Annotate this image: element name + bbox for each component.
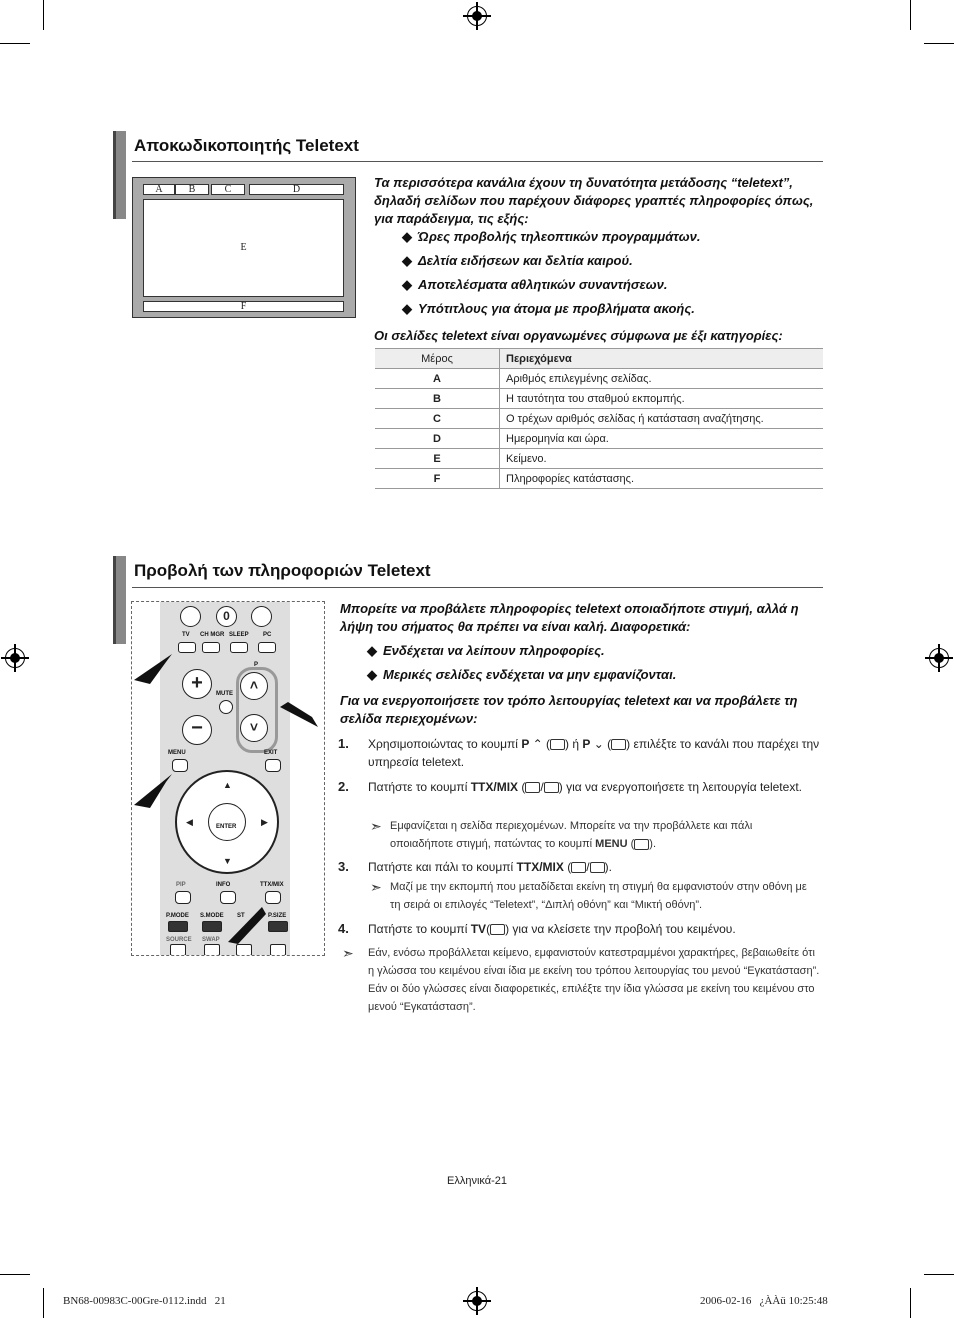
step-2: 2. Πατήστε το κουμπί TTX/MIX ( / ) για να ενεργοποιήσετε τη λειτουργία teletext. <box>338 779 802 794</box>
step-3: 3. Πατήστε και πάλι το κουμπί TTX/MIX ( / ). <box>338 859 612 874</box>
crop-mark <box>43 0 44 30</box>
teletext-parts-table <box>375 348 823 489</box>
activate-instructions: Για να ενεργοποιήσετε τον τρόπο λειτουργίας teletext και να προβάλετε τη σελίδα περιεχομένων: <box>340 693 798 726</box>
table-row: D Ημερομηνία και ώρα. <box>375 429 823 449</box>
remote-label-pmode: P.MODE <box>166 913 189 919</box>
remote-label-st: ST <box>237 913 245 919</box>
step-3-note: ➣ Μαζί με την εκπομπή που μεταδίδεται εκείνη τη στιγμή θα εμφανιστούν στην οθόνη με τη σειρά οι επιλογές “Teletext”, “Διπλή οθόνη” και “Μικτή οθόνη”. <box>370 879 807 911</box>
diamond-bullet-icon: ◆ <box>402 229 412 244</box>
remote-button-0: 0 <box>216 606 237 627</box>
table-header-cell: Περιεχόμενα <box>500 349 824 369</box>
crop-mark <box>924 1274 954 1275</box>
volume-down-icon: − <box>182 715 212 745</box>
step-1: 1. Χρησιμοποιώντας το κουμπί P ⌃ ( ) ή P ⌄ ( ) επιλέξτε το κανάλι που παρέχει την υπηρεσία teletext. <box>338 736 820 769</box>
section-rule <box>132 161 823 162</box>
registration-mark-icon <box>467 6 487 26</box>
note-arrow-icon: ➣ <box>342 945 354 961</box>
section-title: Προβολή των πληροφοριών Teletext <box>134 561 431 580</box>
crop-mark <box>43 1288 44 1318</box>
volume-up-icon: + <box>182 669 212 699</box>
remote-control-illustration <box>131 601 325 956</box>
table-header-cell: Μέρος <box>375 349 500 369</box>
section-rule <box>132 587 823 588</box>
diamond-bullet-icon: ◆ <box>402 277 412 292</box>
registration-mark-icon <box>929 648 949 668</box>
crop-mark <box>0 1274 30 1275</box>
footer-file: BN68-00983C-00Gre-0112.indd 21 <box>63 1295 226 1307</box>
remote-label-menu: MENU <box>168 750 186 756</box>
diamond-bullet-icon: ◆ <box>402 301 412 316</box>
remote-label-sleep: SLEEP <box>229 632 249 638</box>
list-item: ◆ Ώρες προβολής τηλεοπτικών προγραμμάτων. <box>402 229 701 244</box>
crop-mark <box>910 0 911 30</box>
remote-label-pip: PIP <box>176 882 186 888</box>
table-row: E Κείμενο. <box>375 449 823 469</box>
channel-up-icon: ⌃ ( ) <box>529 737 570 751</box>
remote-label-p: P <box>254 662 259 668</box>
pointer-arrow-icon <box>280 702 318 727</box>
remote-label-swap: SWAP <box>202 937 220 943</box>
section1-intro: Τα περισσότερα κανάλια έχουν τη δυνατότητα μετάδοσης “teletext”, δηλαδή σελίδων που παρέχουν διάφορες γραπτές πληροφορίες όπως, για παράδειγμα, τις εξής: <box>374 175 814 226</box>
section2-intro: Μπορείτε να προβάλετε πληροφορίες teletext οποιαδήποτε στιγμή, αλλά η λήψη του σήματος θα πρέπει να είναι καλή. Διαφορετικά: <box>340 601 799 634</box>
remote-label-enter: ENTER <box>216 824 237 830</box>
footer-date: 2006-02-16 ¿ÀÀü 10:25:48 <box>700 1295 828 1307</box>
step-number: 3. <box>338 859 349 874</box>
arrow-right-icon: ▶ <box>261 817 268 827</box>
pointer-arrow-icon <box>228 907 266 944</box>
remote-label-mute: MUTE <box>216 691 233 697</box>
channel-down-icon: ˅ <box>240 714 268 742</box>
diagram-label-e: E <box>143 199 344 297</box>
table-intro: Οι σελίδες teletext είναι οργανωμένες σύμφωνα με έξι κατηγορίες: <box>374 328 783 343</box>
diagram-label-d: D <box>249 184 344 195</box>
remote-label-exit: EXIT <box>264 750 278 756</box>
crop-mark <box>924 43 954 44</box>
list-item: ◆ Υπότιτλους για άτομα με προβλήματα ακοής. <box>402 301 695 316</box>
pointer-arrows <box>132 602 324 955</box>
remote-label-psize: P.SIZE <box>268 913 287 919</box>
ttx-mix-icon: ( / ). <box>563 860 612 874</box>
menu-icon: ( ). <box>627 838 657 850</box>
list-item: ◆ Δελτία ειδήσεων και δελτία καιρού. <box>402 253 633 268</box>
list-item: ◆ Ενδέχεται να λείπουν πληροφορίες. <box>367 643 605 658</box>
channel-up-icon: ˄ <box>240 672 268 700</box>
registration-mark-icon <box>467 1291 487 1311</box>
remote-label-source: SOURCE <box>166 937 192 943</box>
diamond-bullet-icon: ◆ <box>367 667 377 682</box>
diagram-label-b: B <box>175 184 209 195</box>
diagram-label-f: F <box>143 301 344 312</box>
table-header-row <box>375 349 823 369</box>
table-row: B Η ταυτότητα του σταθμού εκπομπής. <box>375 389 823 409</box>
list-item: ◆ Μερικές σελίδες ενδέχεται να μην εμφανίζονται. <box>367 667 677 682</box>
remote-label-ttxmix: TTX/MIX <box>260 882 284 888</box>
arrow-up-icon: ▲ <box>223 780 232 790</box>
tv-icon: ( ) <box>486 922 510 936</box>
diagram-label-a: A <box>143 184 175 195</box>
channel-down-icon: ⌄ ( ) <box>590 737 634 751</box>
page-number: Ελληνικά-21 <box>446 1175 508 1187</box>
remote-label-chmgr: CH MGR <box>200 632 225 638</box>
section-bar <box>113 556 126 644</box>
ttx-mix-icon: ( / ) <box>518 780 563 794</box>
note-arrow-icon: ➣ <box>370 879 382 895</box>
crop-mark <box>910 1288 911 1318</box>
teletext-screen-diagram <box>132 177 356 318</box>
remote-label-tv: TV <box>182 632 190 638</box>
final-note: ➣ Εάν, ενόσω προβάλλεται κείμενο, εμφανιστούν κατεστραμμένοι χαρακτήρες, βεβαιωθείτε ότι η γλώσσα του κειμένου είναι ίδια με εκείνη του τρόπου λειτουργίας του μενού “Εγκατάσταση”. Εάν οι δύο γλώσσες είναι διαφορετικές, επιλέξτε την ίδια γλώσσα με εκείνη του κειμένου στο μενού “Εγκατάσταση”. <box>342 945 820 1013</box>
note-arrow-icon: ➣ <box>370 818 382 834</box>
pointer-arrow-icon <box>134 774 172 808</box>
crop-mark <box>0 43 30 44</box>
list-item: ◆ Αποτελέσματα αθλητικών συναντήσεων. <box>402 277 668 292</box>
arrow-down-icon: ▼ <box>223 856 232 866</box>
step-number: 2. <box>338 779 349 794</box>
section-bar <box>113 131 126 219</box>
diamond-bullet-icon: ◆ <box>402 253 412 268</box>
remote-label-smode: S.MODE <box>200 913 224 919</box>
step-4: 4. Πατήστε το κουμπί TV( ) για να κλείσετε την προβολή του κειμένου. <box>338 921 736 936</box>
step-number: 1. <box>338 736 349 751</box>
arrow-left-icon: ◀ <box>186 817 193 827</box>
table-row: A Αριθμός επιλεγμένης σελίδας. <box>375 369 823 389</box>
step-2-note: ➣ Εμφανίζεται η σελίδα περιεχομένων. Μπορείτε να την προβάλλετε και πάλι οποιαδήποτε στιγμή, πατώντας το κουμπί MENU ( ). <box>370 818 753 850</box>
table-row: F Πληροφορίες κατάστασης. <box>375 469 823 489</box>
remote-label-pc: PC <box>263 632 272 638</box>
pointer-arrow-icon <box>134 654 172 684</box>
step-number: 4. <box>338 921 349 936</box>
diagram-label-c: C <box>211 184 245 195</box>
remote-label-info: INFO <box>216 882 231 888</box>
registration-mark-icon <box>5 648 25 668</box>
diamond-bullet-icon: ◆ <box>367 643 377 658</box>
section-title: Αποκωδικοποιητής Teletext <box>134 136 359 155</box>
table-row: C Ο τρέχων αριθμός σελίδας ή κατάσταση αναζήτησης. <box>375 409 823 429</box>
